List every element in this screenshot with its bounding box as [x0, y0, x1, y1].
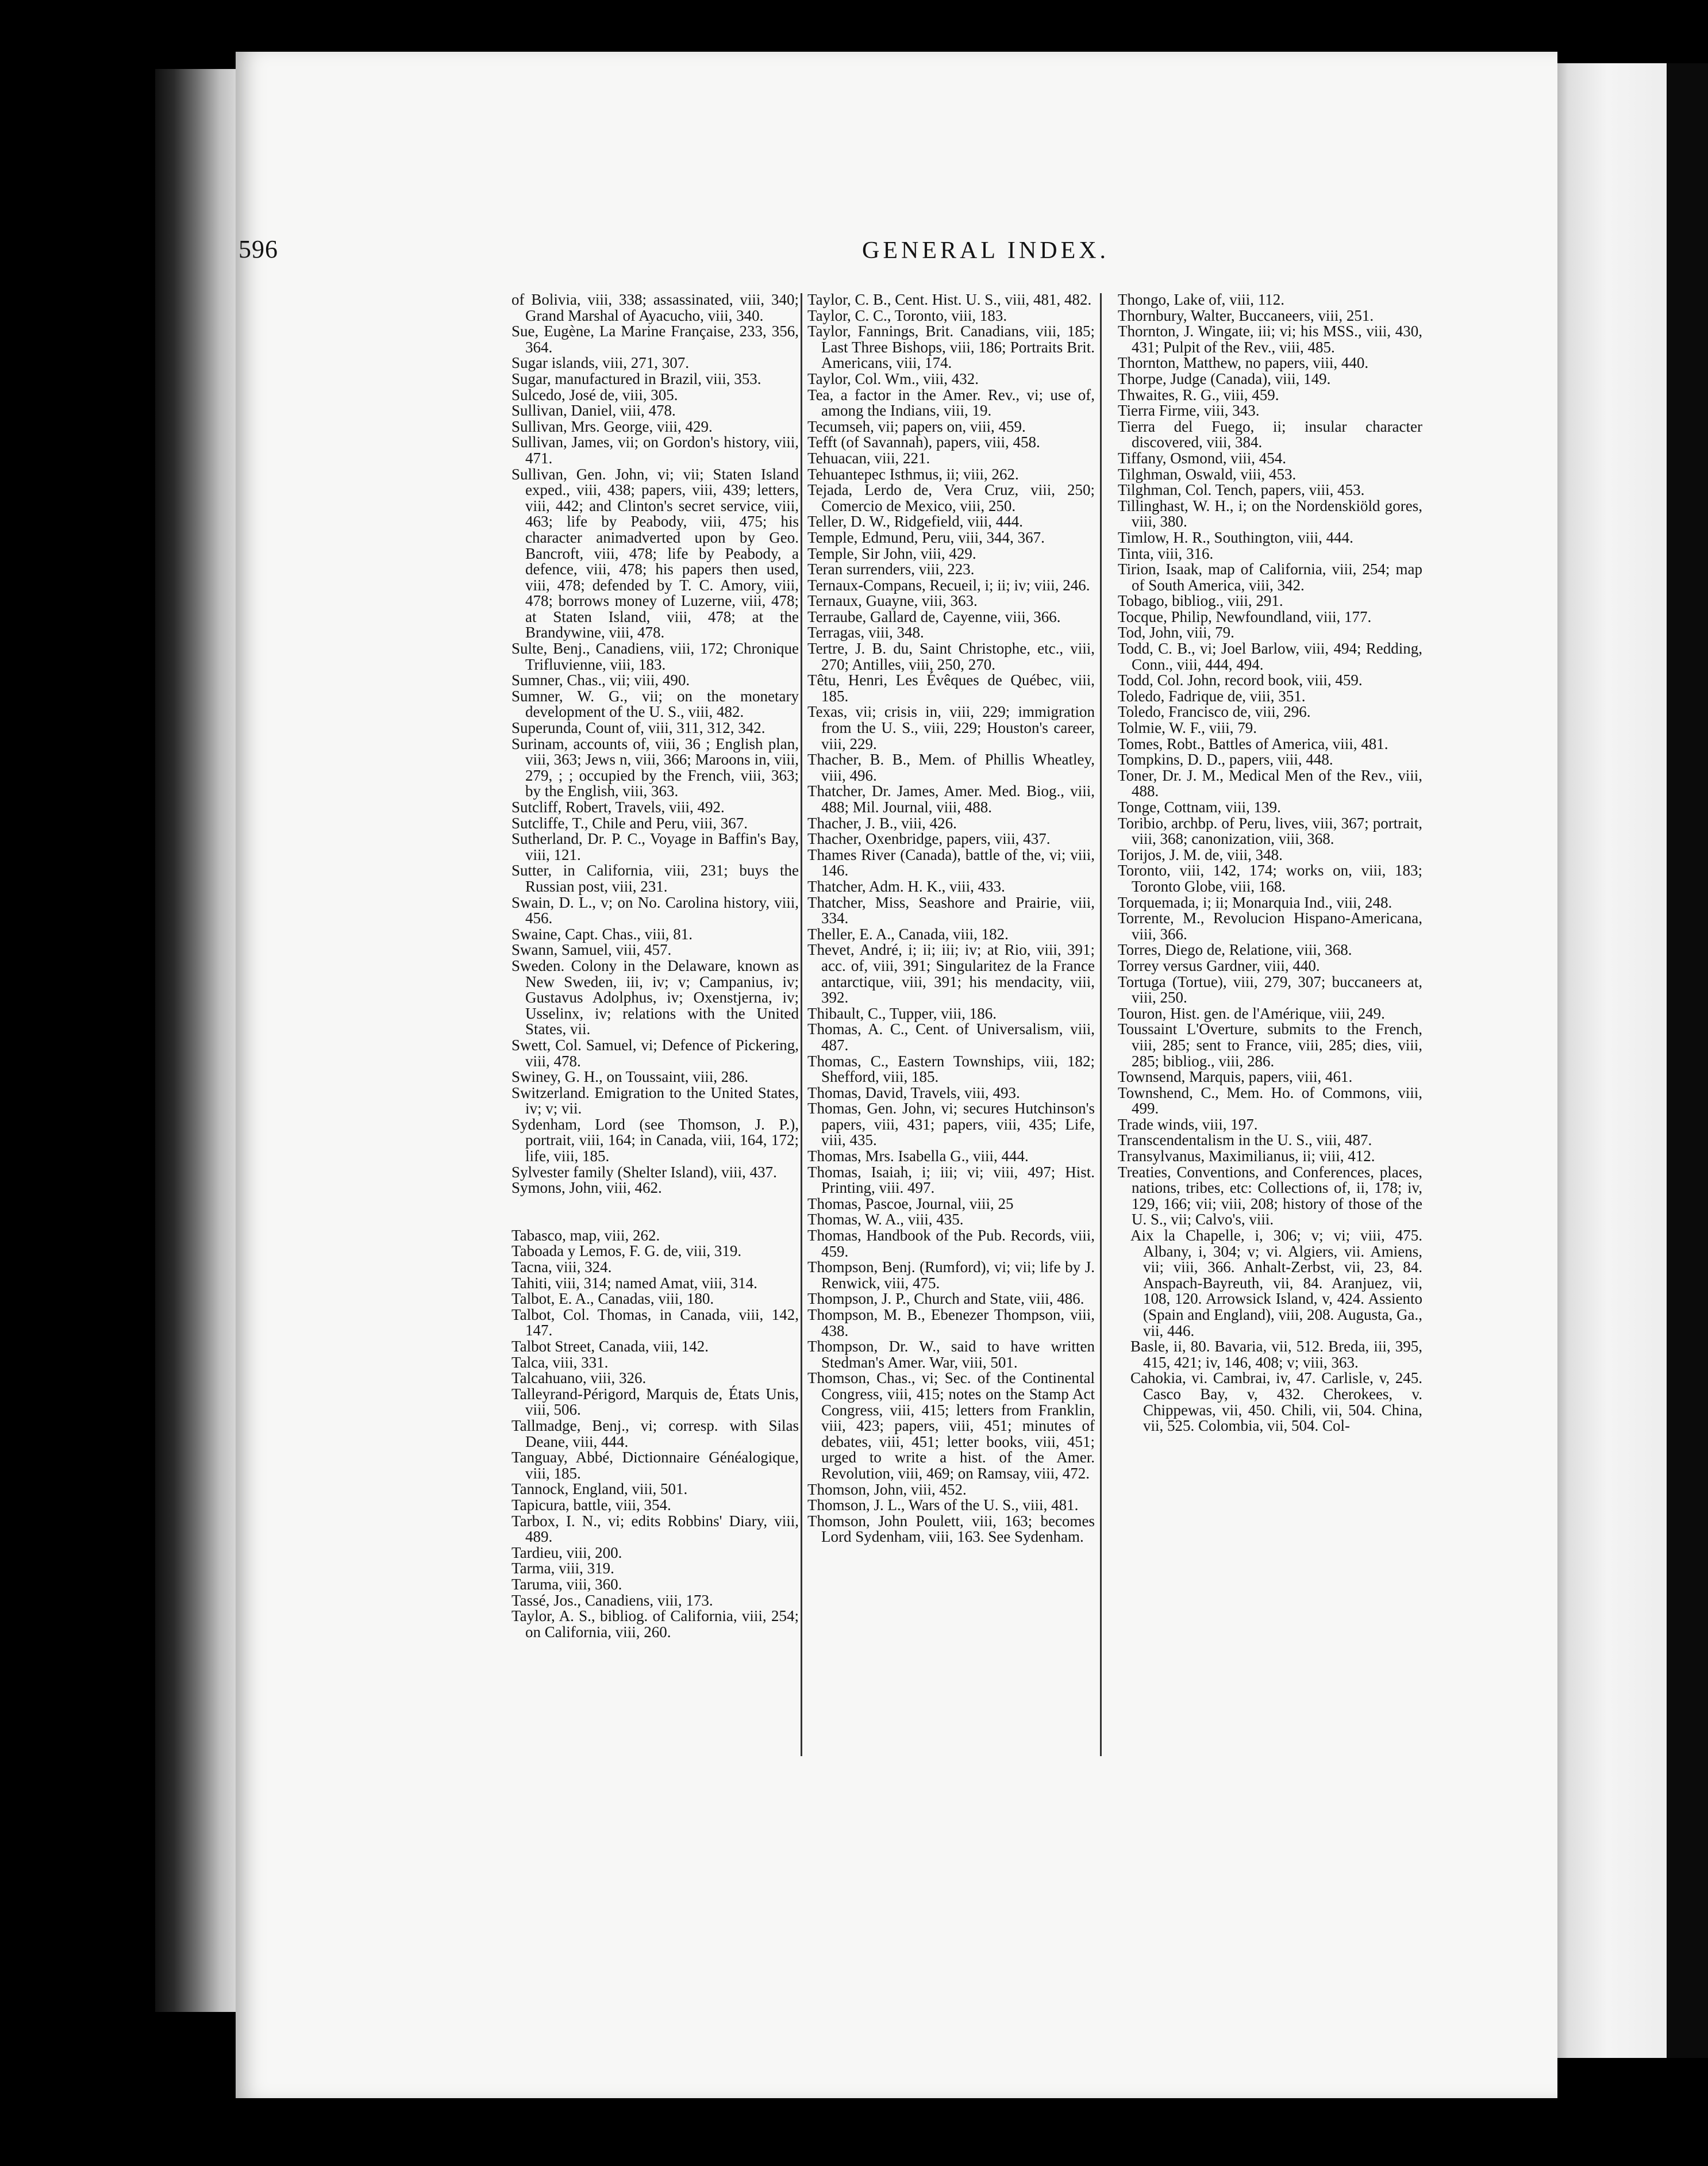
index-entry: Theller, E. A., Canada, viii, 182. — [807, 925, 1009, 943]
index-entry: Tomes, Robt., Battles of America, viii, 481. — [1118, 735, 1388, 752]
index-entry: Thomas, Gen. John, vi; secures Hutchinson's papers, viii, 431; papers, viii, 435; Life, viii, 435. — [807, 1100, 1095, 1149]
index-entry: Toledo, Fadrique de, viii, 351. — [1118, 687, 1306, 705]
index-entry: Thomson, J. L., Wars of the U. S., viii, 481. — [807, 1496, 1079, 1514]
index-entry: Temple, Sir John, viii, 429. — [807, 544, 976, 562]
index-entry: Timlow, H. R., Southington, viii, 444. — [1118, 528, 1353, 546]
index-entry: Tierra del Fuego, ii; insular character discovered, viii, 384. — [1118, 417, 1422, 451]
index-entry: Ternaux-Compans, Recueil, i; ii; iv; viii, 246. — [807, 576, 1090, 594]
index-entry: Tinta, viii, 316. — [1118, 544, 1214, 562]
index-entry: Tobago, bibliog., viii, 291. — [1118, 592, 1283, 610]
index-entry: Thompson, M. B., Ebenezer Thompson, viii, 438. — [807, 1306, 1095, 1339]
index-entry: Sulcedo, José de, viii, 305. — [511, 386, 678, 404]
book-edge-left — [155, 69, 247, 2012]
index-entry: Todd, Col. John, record book, viii, 459. — [1118, 671, 1363, 689]
index-entry: Swiney, G. H., on Toussaint, viii, 286. — [511, 1068, 749, 1086]
index-entry: Toledo, Francisco de, viii, 296. — [1118, 703, 1311, 721]
index-entry: Talbot, E. A., Canadas, viii, 180. — [511, 1290, 714, 1308]
scan-border-right — [1667, 63, 1708, 2058]
index-entry: Thomas, A. C., Cent. of Universalism, viii, 487. — [807, 1020, 1095, 1054]
index-entry: Thwaites, R. G., viii, 459. — [1118, 386, 1279, 404]
index-entry: Swett, Col. Samuel, vi; Defence of Pickering, viii, 478. — [511, 1036, 799, 1070]
index-entry: Talbot, Col. Thomas, in Canada, viii, 142, 147. — [511, 1305, 799, 1339]
index-entry: Teran surrenders, viii, 223. — [807, 560, 975, 578]
index-entry: Taylor, C. C., Toronto, viii, 183. — [807, 306, 1007, 324]
index-entry: Tardieu, viii, 200. — [511, 1543, 622, 1561]
index-entry: Ternaux, Guayne, viii, 363. — [807, 592, 978, 610]
index-entry: Tiffany, Osmond, viii, 454. — [1118, 449, 1287, 467]
index-entry: Tonge, Cottnam, viii, 139. — [1118, 798, 1281, 816]
index-entry: Thatcher, Miss, Seashore and Prairie, viii, 334. — [807, 893, 1095, 927]
index-entry: Taruma, viii, 360. — [511, 1575, 622, 1593]
index-entry: Thevet, André, i; ii; iii; iv; at Rio, viii, 391; acc. of, viii, 391; Singularitez de la France antarctique, viii, 391; his mendacity, viii, 392. — [807, 941, 1095, 1007]
index-entry: Sulte, Benj., Canadiens, viii, 172; Chronique Trifluvienne, viii, 183. — [511, 640, 799, 673]
column-divider — [1100, 293, 1102, 1756]
index-entry: Tortuga (Tortue), viii, 279, 307; buccaneers at, viii, 250. — [1118, 973, 1422, 1007]
index-entry: Thacher, Oxenbridge, papers, viii, 437. — [807, 830, 1051, 848]
index-entry: Sugar, manufactured in Brazil, viii, 353. — [511, 370, 761, 387]
index-entry: Transcendentalism in the U. S., viii, 487. — [1118, 1131, 1372, 1149]
index-entry: Tierra Firme, viii, 343. — [1118, 402, 1260, 420]
index-entry: Tarma, viii, 319. — [511, 1560, 614, 1577]
index-entry: Thacher, B. B., Mem. of Phillis Wheatley, viii, 496. — [807, 751, 1095, 784]
index-entry: Tea, a factor in the Amer. Rev., vi; use of, among the Indians, viii, 19. — [807, 386, 1095, 420]
index-entry: Sutter, in California, viii, 231; buys the Russian post, viii, 231. — [511, 862, 799, 895]
index-entry: Thornbury, Walter, Buccaneers, viii, 251. — [1118, 306, 1374, 324]
index-entry: Sullivan, Mrs. George, viii, 429. — [511, 417, 713, 435]
index-column-2 — [807, 292, 1095, 1752]
index-entry: Talleyrand-Périgord, Marquis de, États Unis, viii, 506. — [511, 1385, 799, 1419]
index-entry: Sutherland, Dr. P. C., Voyage in Baffin's Bay, viii, 121. — [511, 830, 799, 863]
index-entry: Tahiti, viii, 314; named Amat, viii, 314. — [511, 1274, 757, 1292]
index-entry: Tod, John, viii, 79. — [1118, 624, 1234, 642]
index-entry: Teller, D. W., Ridgefield, viii, 444. — [807, 513, 1023, 531]
page-number: 596 — [238, 235, 278, 263]
index-entry: Tefft (of Savannah), papers, viii, 458. — [807, 433, 1040, 451]
index-entry: Taylor, C. B., Cent. Hist. U. S., viii, 481, 482. — [807, 292, 1092, 308]
index-entry: Townshend, C., Mem. Ho. of Commons, viii, 499. — [1118, 1084, 1422, 1117]
index-entry: Torijos, J. M. de, viii, 348. — [1118, 846, 1283, 863]
index-entry: Tillinghast, W. H., i; on the Nordenskiöld gores, viii, 380. — [1118, 497, 1422, 531]
index-entry: Surinam, accounts of, viii, 36 ; English plan, viii, 363; Jews n, viii, 366; Maroons in, viii, 279, ; ; occupied by the French, viii, 363; by the English, viii, 363. — [511, 735, 799, 800]
index-entry: Tanguay, Abbé, Dictionnaire Généalogique, viii, 185. — [511, 1449, 799, 1482]
index-entry: Toribio, archbp. of Peru, lives, viii, 367; portrait, viii, 368; canonization, viii, 368. — [1118, 814, 1422, 848]
index-entry: Tompkins, D. D., papers, viii, 448. — [1118, 751, 1333, 769]
index-entry: Taylor, Fannings, Brit. Canadians, viii, 185; Last Three Bishops, viii, 186; Portraits Brit. Americans, viii, 174. — [807, 322, 1095, 372]
index-entry: Thatcher, Adm. H. K., viii, 433. — [807, 877, 1005, 895]
index-entry: Tirion, Isaak, map of California, viii, 254; map of South America, viii, 342. — [1118, 560, 1422, 594]
index-entry: Tocque, Philip, Newfoundland, viii, 177. — [1118, 608, 1372, 625]
index-entry: Sullivan, Gen. John, vi; vii; Staten Island exped., viii, 438; papers, viii, 439; letters, viii, 442; and Clinton's secret service, viii, 463; life by Peabody, viii, 475; his character animadverted upon by Geo. Bancroft, viii, 478; life by Peabody, a defence, viii, 478; his papers then used, viii, 478; defended by T. C. Amory, viii, 478; borrows money of Luzerne, viii, 478; at Staten Island, viii, 478; at the Brandywine, viii, 478. — [511, 465, 799, 642]
index-entry: Tapicura, battle, viii, 354. — [511, 1496, 671, 1514]
index-entry: of Bolivia, viii, 338; assassinated, viii, 340; Grand Marshal of Ayacucho, viii, 340. — [511, 292, 799, 324]
index-entry: Transylvanus, Maximilianus, ii; viii, 412. — [1118, 1147, 1375, 1165]
index-entry: Taylor, Col. Wm., viii, 432. — [807, 370, 979, 387]
index-entry: Swaine, Capt. Chas., viii, 81. — [511, 925, 693, 943]
index-entry: Tannock, England, viii, 501. — [511, 1480, 688, 1498]
index-entry: Tabasco, map, viii, 262. — [511, 1226, 660, 1244]
index-entry: Thompson, Benj. (Rumford), vi; vii; life by J. Renwick, viii, 475. — [807, 1258, 1095, 1292]
index-entry: Sutcliff, Robert, Travels, viii, 492. — [511, 798, 725, 816]
index-entry: Thomson, John, viii, 452. — [807, 1480, 967, 1498]
index-entry: Toner, Dr. J. M., Medical Men of the Rev., viii, 488. — [1118, 766, 1422, 800]
index-entry: Thongo, Lake of, viii, 112. — [1118, 292, 1284, 308]
index-entry: Thornton, J. Wingate, iii; vi; his MSS., viii, 430, 431; Pulpit of the Rev., viii, 485. — [1118, 322, 1422, 356]
index-entry: Tehuantepec Isthmus, ii; viii, 262. — [807, 465, 1019, 483]
index-entry: Torrey versus Gardner, viii, 440. — [1118, 957, 1320, 974]
index-entry: Townsend, Marquis, papers, viii, 461. — [1118, 1068, 1353, 1086]
index-entry: Swain, D. L., v; on No. Carolina history, viii, 456. — [511, 893, 799, 927]
index-entry: Tecumseh, vii; papers on, viii, 459. — [807, 417, 1026, 435]
index-entry: Taylor, A. S., bibliog. of California, viii, 254; on California, viii, 260. — [511, 1607, 799, 1641]
index-column-1 — [511, 292, 799, 1752]
index-entry: Torrente, M., Revolucion Hispano-Americana, viii, 366. — [1118, 909, 1422, 943]
index-entry: Sweden. Colony in the Delaware, known as New Sweden, iii, iv; v; Campanius, iv; Gustavus Adolphus, iv; Oxenstjerna, iv; Usselinx, iv; relations with the United States, vii. — [511, 957, 799, 1038]
index-entry: Todd, C. B., vi; Joel Barlow, viii, 494; Redding, Conn., viii, 444, 494. — [1118, 640, 1422, 673]
index-entry: Torres, Diego de, Relatione, viii, 368. — [1118, 941, 1352, 959]
index-entry: Têtu, Henri, Les Évêques de Québec, viii, 185. — [807, 671, 1095, 705]
index-entry: Thomas, Mrs. Isabella G., viii, 444. — [807, 1147, 1029, 1165]
index-entry: Sylvester family (Shelter Island), viii, 437. — [511, 1163, 777, 1181]
index-entry: Basle, ii, 80. Bavaria, vii, 512. Breda, iii, 395, 415, 421; iv, 146, 408; v; viii, 363. — [1130, 1338, 1422, 1371]
index-entry: Swann, Samuel, viii, 457. — [511, 941, 672, 959]
index-entry: Sue, Eugène, La Marine Française, 233, 356, 364. — [511, 322, 799, 356]
index-entry: Tilghman, Col. Tench, papers, viii, 453. — [1118, 481, 1365, 499]
index-entry: Thorpe, Judge (Canada), viii, 149. — [1118, 370, 1331, 387]
running-head-title: GENERAL INDEX. — [862, 237, 1110, 264]
index-entry: Tacna, viii, 324. — [511, 1258, 612, 1276]
index-entry: Trade winds, viii, 197. — [1118, 1115, 1258, 1133]
index-entry: Thomas, Pascoe, Journal, viii, 25 — [807, 1195, 1014, 1212]
index-entry: Thomson, John Poulett, viii, 163; becomes Lord Sydenham, viii, 163. See Sydenham. — [807, 1512, 1095, 1546]
index-entry: Terragas, viii, 348. — [807, 624, 924, 642]
column-divider — [801, 293, 802, 1756]
index-column-3 — [1118, 292, 1422, 1752]
index-entry: Superunda, Count of, viii, 311, 312, 342. — [511, 719, 765, 737]
index-entry: Terraube, Gallard de, Cayenne, viii, 366. — [807, 608, 1061, 625]
index-entry: Tassé, Jos., Canadiens, viii, 173. — [511, 1591, 713, 1609]
index-entry: Tejada, Lerdo de, Vera Cruz, viii, 250; Comercio de Mexico, viii, 250. — [807, 481, 1095, 514]
index-entry: Switzerland. Emigration to the United States, iv; v; vii. — [511, 1084, 799, 1117]
index-entry: Talcahuano, viii, 326. — [511, 1369, 647, 1387]
index-entry: Talbot Street, Canada, viii, 142. — [511, 1338, 709, 1355]
index-entry: Sutcliffe, T., Chile and Peru, viii, 367. — [511, 814, 748, 832]
index-entry: Temple, Edmund, Peru, viii, 344, 367. — [807, 528, 1045, 546]
index-entry: Toronto, viii, 142, 174; works on, viii, 183; Toronto Globe, viii, 168. — [1118, 862, 1422, 895]
index-entry: Thatcher, Dr. James, Amer. Med. Biog., viii, 488; Mil. Journal, viii, 488. — [807, 782, 1095, 816]
index-entry: Toussaint L'Overture, submits to the French, viii, 285; sent to France, viii, 285; dies, viii, 285; bibliog., viii, 286. — [1118, 1020, 1422, 1070]
index-entry: Sullivan, Daniel, viii, 478. — [511, 402, 676, 420]
index-entry: Sydenham, Lord (see Thomson, J. P.), portrait, viii, 164; in Canada, viii, 164, 172; life, viii, 185. — [511, 1115, 799, 1165]
index-entry: Tilghman, Oswald, viii, 453. — [1118, 465, 1297, 483]
index-entry: Treaties, Conventions, and Conferences, places, nations, tribes, etc: Collections of, ii, 178; iv, 129, 166; vii; viii, 208; history of those of the U. S., vii; Calvo's, viii. — [1118, 1163, 1422, 1228]
index-entry: Thornton, Matthew, no papers, viii, 440. — [1118, 354, 1369, 372]
index-entry: Thibault, C., Tupper, viii, 186. — [807, 1004, 997, 1022]
index-entry: Thomas, Handbook of the Pub. Records, viii, 459. — [807, 1227, 1095, 1260]
index-entry: Thomas, W. A., viii, 435. — [807, 1211, 964, 1228]
index-entry: Tallmadge, Benj., vi; corresp. with Silas Deane, viii, 444. — [511, 1416, 799, 1450]
index-entry: Thompson, Dr. W., said to have written Stedman's Amer. War, viii, 501. — [807, 1338, 1095, 1371]
index-entry: Aix la Chapelle, i, 306; v; vi; viii, 475. Albany, i, 304; v; vi. Algiers, vii. Amiens, vii; viii, 366. Anhalt-Zerbst, vii, 23, 84. Anspach-Bayreuth, vii, 84. Aranjuez, vii, 108, 120. Arrowsick Island, v, 424. Assiento (Spain and England), viii, 208. Augusta, Ga., vii, 446. — [1130, 1227, 1422, 1339]
index-entry: Sugar islands, viii, 271, 307. — [511, 354, 689, 372]
index-entry: Sumner, W. G., vii; on the monetary development of the U. S., viii, 482. — [511, 687, 799, 721]
index-entry: Thomson, Chas., vi; Sec. of the Continental Congress, viii, 415; notes on the Stamp Act Congress, viii, 415; letters from Franklin, viii, 423; papers, viii, 451; minutes of debates, viii, 451; letter books, viii, 451; urged to write a hist. of the Amer. Revolution, viii, 469; on Ramsay, viii, 472. — [807, 1369, 1095, 1482]
index-entry: Thomas, David, Travels, viii, 493. — [807, 1084, 1020, 1101]
index-entry: Sullivan, James, vii; on Gordon's history, viii, 471. — [511, 433, 799, 467]
index-entry: Thomas, C., Eastern Townships, viii, 182; Shefford, viii, 185. — [807, 1052, 1095, 1086]
index-entry: Sumner, Chas., vii; viii, 490. — [511, 671, 690, 689]
index-entry: Tertre, J. B. du, Saint Christophe, etc., viii, 270; Antilles, viii, 250, 270. — [807, 640, 1095, 673]
index-entry: Tehuacan, viii, 221. — [807, 449, 930, 467]
index-entry: Cahokia, vi. Cambrai, iv, 47. Carlisle, v, 245. Casco Bay, v, 432. Cherokees, v. Chippewas, vii, 450. Chili, vii, 504. China, vii, 525. Colombia, vii, 504. Col- — [1130, 1369, 1422, 1435]
index-entry: Thacher, J. B., viii, 426. — [807, 814, 957, 832]
index-entry: Thompson, J. P., Church and State, viii, 486. — [807, 1290, 1084, 1308]
index-entry: Torquemada, i; ii; Monarquia Ind., viii, 248. — [1118, 893, 1392, 911]
index-entry: Talca, viii, 331. — [511, 1353, 609, 1371]
index-entry: Touron, Hist. gen. de l'Amérique, viii, 249. — [1118, 1004, 1385, 1022]
index-entry: Taboada y Lemos, F. G. de, viii, 319. — [511, 1242, 742, 1260]
index-entry: Tolmie, W. F., viii, 79. — [1118, 719, 1257, 737]
index-entry: Symons, John, viii, 462. — [511, 1179, 662, 1197]
index-entry: Thames River (Canada), battle of the, vi; viii, 146. — [807, 846, 1095, 880]
index-entry: Thomas, Isaiah, i; iii; vi; viii, 497; Hist. Printing, viii. 497. — [807, 1163, 1095, 1197]
index-entry: Texas, vii; crisis in, viii, 229; immigration from the U. S., viii, 229; Houston's career, viii, 229. — [807, 703, 1095, 752]
index-entry: Tarbox, I. N., vi; edits Robbins' Diary, viii, 489. — [511, 1512, 799, 1546]
